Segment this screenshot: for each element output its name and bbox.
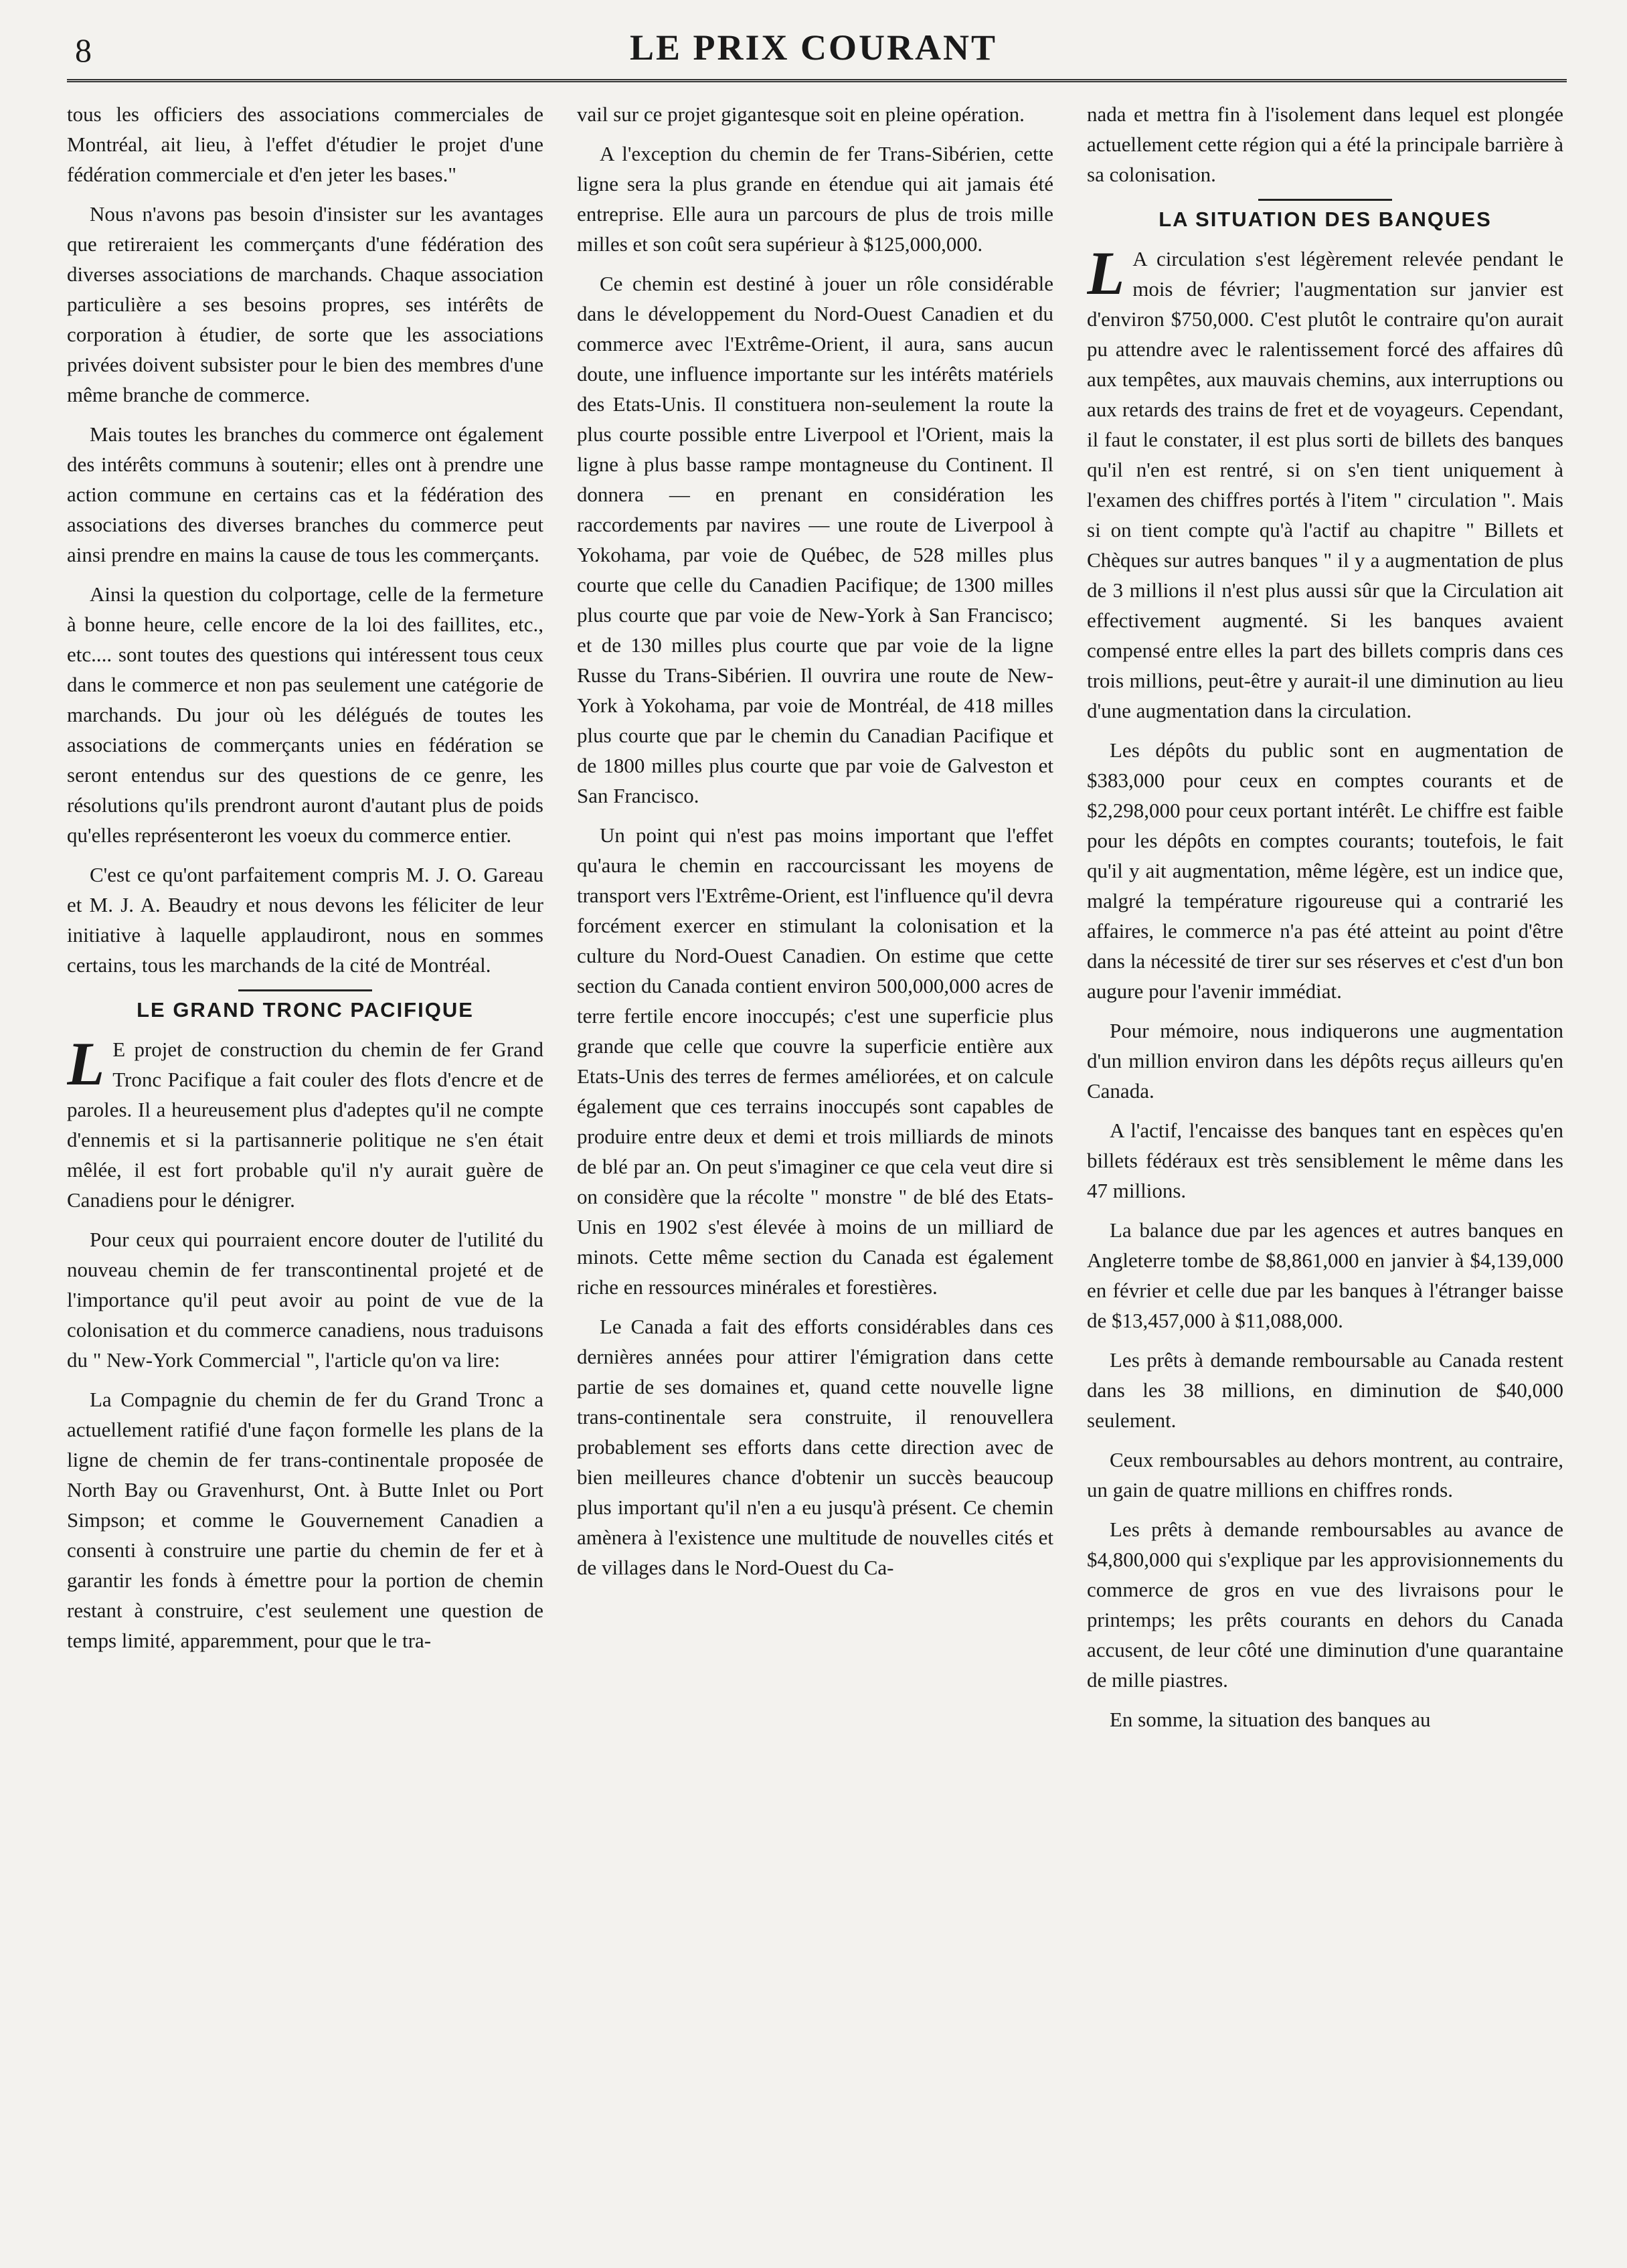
journal-title: LE PRIX COURANT xyxy=(629,27,998,68)
paragraph: La Compagnie du chemin de fer du Grand Tronc a actuellement ratifié d'une façon formelle les plans de la ligne de chemin de fer trans-continentale proposée de North Bay ou Gravenhurst, Ont. à Butte Inlet ou Port Simpson; et comme le Gouvernement Canadien a consenti à construire une partie du chemin de fer et à garantir les fonds à émettre pour la portion de chemin restant à construire, c'est seulement une question de temps limité, apparemment, pour que le tra- xyxy=(67,1388,543,1652)
section-heading-grand-tronc: LE GRAND TRONC PACIFIQUE xyxy=(137,998,474,1022)
lead-text: E projet de construction du chemin de fer Grand Tronc Pacifique a fait couler des flots d'encre et de paroles. Il a heureusement plus d'adeptes qu'il ne compte d'ennemis et si la partisannerie politique ne s'en était mêlée, il est fort probable qu'il n'y aurait guère de Canadiens pour le dénigrer. xyxy=(67,1038,543,1212)
paragraph: nada et mettra fin à l'isolement dans lequel est plongée actuellement cette région qui a été la principale barrière à sa colonisation. xyxy=(1087,102,1563,186)
paragraph: C'est ce qu'ont parfaitement compris M. J. O. Gareau et M. J. A. Beaudry et nous devons les féliciter de leur initiative à laquelle applaudiront, nous en sommes certains, tous les marchands de la cité de Montréal. xyxy=(67,863,543,977)
drop-cap: L xyxy=(67,1030,105,1098)
paragraph: vail sur ce projet gigantesque soit en pleine opération. xyxy=(577,102,1025,126)
section-heading-banques: LA SITUATION DES BANQUES xyxy=(1159,208,1492,231)
header-rule xyxy=(67,79,1567,82)
paragraph: tous les officiers des associations commerciales de Montréal, ait lieu, à l'effet d'étudier le projet d'une fédération commerciale et d'en jeter les bases." xyxy=(67,102,543,186)
paragraph: Mais toutes les branches du commerce ont également des intérêts communs à soutenir; elles ont à prendre une action commune en certains cas et la fédération des associations des diverses branches du commerce peut ainsi prendre en mains la cause de tous les commerçants. xyxy=(67,422,543,566)
paragraph-lead xyxy=(1087,239,1563,726)
paragraph: A l'actif, l'encaisse des banques tant en espèces qu'en billets fédéraux est très sensiblement le même dans les 47 millions. xyxy=(1087,1119,1563,1202)
column-1 xyxy=(67,99,543,2248)
drop-cap: L xyxy=(1087,239,1125,307)
lead-text: A circulation s'est légèrement relevée pendant le mois de février; l'augmentation sur janvier est d'environ $750,000. C'est plutôt le contraire qu'on aurait pu attendre avec le ralentissement forcé des affaires dû aux tempêtes, aux mauvais chemins, aux interruptions ou aux retards des trains de fret et de voyageurs. Cependant, il faut le constater, il est plus sorti de billets des banques qu'il n'en est rentré, si on s'en tient uniquement à l'examen des chiffres portés à l'item " circulation ". Mais si on tient compte qu'à l'actif au chapitre " Billets et Chèques sur autres banques " il y a augmentation de plus de 3 millions il n'est plus aussi sûr que la Circulation ait effectivement augmenté. Si les banques avaient compensé entre elles la part des billets compris dans ces trois millions, peut-être y aurait-il une diminution au lieu d'une augmentation dans la circulation. xyxy=(1087,247,1563,722)
page-number: 8 xyxy=(75,31,92,69)
paragraph: Les prêts à demande remboursables au avance de $4,800,000 qui s'explique par les approvisionnements du commerce de gros en vue des livraisons pour le printemps; les prêts courants en dehors du Canada accusent, de leur côté une diminution d'une quarantaine de mille piastres. xyxy=(1087,1518,1563,1692)
paragraph-lead xyxy=(67,1030,543,1215)
column-2 xyxy=(577,99,1053,2248)
paragraph: Un point qui n'est pas moins important que l'effet qu'aura le chemin en raccourcissant les moyens de transport vers l'Extrême-Orient, est l'influence qu'il devra forcément exercer en stimulant la colonisation et la culture du Nord-Ouest Canadien. On estime que cette section du Canada contient environ 500,000,000 acres de terre fertile encore inoccupés; c'est une superficie plus grande que celle que couvre la superficie entière aux Etats-Unis des terres de fermes améliorées, et on calcule également que ces terrains inoccupés sont capables de produire entre deux et demi et trois milliards de minots de blé par an. On peut s'imaginer ce que cela veut dire si on considère que la récolte " monstre " de blé des Etats-Unis en 1902 s'est élevée à moins de un milliard de minots. Cette même section du Canada est également riche en ressources minérales et forestières. xyxy=(577,823,1053,1299)
page-header xyxy=(0,0,1627,94)
paragraph: Les prêts à demande remboursable au Canada restent dans les 38 millions, en diminution de $40,000 seulement. xyxy=(1087,1348,1563,1432)
paragraph: Ce chemin est destiné à jouer un rôle considérable dans le développement du Nord-Ouest Canadien et du commerce avec l'Extrême-Orient, il aura, sans aucun doute, une influence importante sur les intérêts matériels des Etats-Unis. Il constituera non-seulement la route la plus courte possible entre Liverpool et l'Orient, mais la ligne à plus basse rampe montagneuse du Continent. Il donnera — en prenant en considération les raccordements par navires — une route de Liverpool à Yokohama, par voie de Québec, de 528 milles plus courte que celle du Canadien Pacifique; de 1300 milles plus courte que par voie de New-York à San Francisco; et de 130 milles plus courte que par voie de la ligne Russe du Trans-Sibérien. Il ouvrira une route de New-York à Yokohama, par voie de Montréal, de 418 milles plus courte que par le chemin du Canadian Pacifique et de 1800 milles plus courte que par voie de Galveston et San Francisco. xyxy=(577,272,1053,807)
paragraph: Nous n'avons pas besoin d'insister sur les avantages que retireraient les commerçants d'une fédération des diverses associations de marchands. Chaque association particulière a ses besoins propres, ses intérêts de corporation à étudier, de sorte que les associations privées doivent subsister pour le bien des membres d'une même branche de commerce. xyxy=(67,202,543,406)
paragraph: Le Canada a fait des efforts considérables dans ces dernières années pour attirer l'émigration dans cette partie de ses domaines et, quand cette nouvelle ligne trans-continentale sera construite, il renouvellera probablement ses efforts dans cette direction avec de bien meilleures chance d'obtenir un succès beaucoup plus important qu'il n'en a eu jusqu'à présent. Ce chemin amènera à l'existence une multitude de nouvelles cités et de villages dans le Nord-Ouest du Ca- xyxy=(577,1315,1053,1579)
paragraph: A l'exception du chemin de fer Trans-Sibérien, cette ligne sera la plus grande en étendue qui ait jamais été entreprise. Elle aura un parcours de plus de trois mille milles et son coût sera supérieur à $125,000,000. xyxy=(577,142,1053,256)
paragraph: La balance due par les agences et autres banques en Angleterre tombe de $8,861,000 en janvier à $4,139,000 en février et celle due par les banques à l'étranger baisse de $13,457,000 à $11,088,000. xyxy=(1087,1218,1563,1332)
paragraph: Ceux remboursables au dehors montrent, au contraire, un gain de quatre millions en chiffres ronds. xyxy=(1087,1448,1563,1502)
paragraph: En somme, la situation des banques au xyxy=(1110,1708,1431,1731)
paragraph: Pour ceux qui pourraient encore douter de l'utilité du nouveau chemin de fer transcontinental projeté et de l'importance qu'il peut avoir au point de vue de la colonisation et du commerce canadiens, nous traduisons du " New-York Commercial ", l'article qu'on va lire: xyxy=(67,1228,543,1372)
section-rule xyxy=(1258,199,1392,201)
column-3 xyxy=(1087,99,1563,2248)
paragraph: Ainsi la question du colportage, celle de la fermeture à bonne heure, celle encore de la loi des faillites, etc., etc.... sont toutes des questions qui intéressent tous ceux dans le commerce et non pas seulement une catégorie de marchands. Du jour où les délégués de toutes les associations de commerçants unies en fédération se seront entendus sur des questions de ce genre, les résolutions qu'ils prendront auront d'autant plus de poids qu'elles représenteront les voeux du commerce entier. xyxy=(67,582,543,847)
section-rule xyxy=(238,989,372,991)
paragraph: Pour mémoire, nous indiquerons une augmentation d'un million environ dans les dépôts reçus ailleurs qu'en Canada. xyxy=(1087,1019,1563,1103)
paragraph: Les dépôts du public sont en augmentation de $383,000 pour ceux en comptes courants et de $2,298,000 pour ceux portant intérêt. Le chiffre est faible pour les dépôts en comptes courants; toutefois, le fait qu'il y ait augmentation, même légère, est un indice que, malgré la température rigoureuse qui a contrarié les affaires, le commerce n'a pas été atteint au point d'être dans la nécessité de tirer sur ses réserves et c'est d'un bon augure pour l'avenir immédiat. xyxy=(1087,738,1563,1003)
